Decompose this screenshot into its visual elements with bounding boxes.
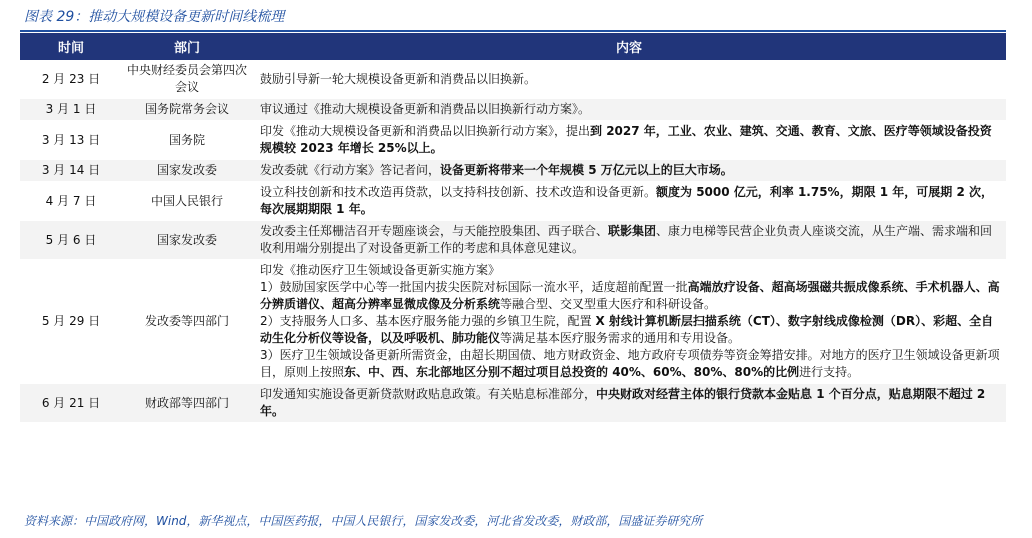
row-date: 2 月 23 日 (20, 60, 122, 99)
row-content (252, 260, 1006, 384)
content-text: 进行支持。 (799, 365, 860, 379)
caption-rule (20, 30, 1006, 32)
content-text: 印发通知实施设备更新贷款财政贴息政策。有关贴息标准部分， (260, 387, 597, 401)
row-content (252, 60, 1006, 99)
row-department: 财政部等四部门 (122, 384, 252, 423)
table-body (20, 60, 1006, 423)
source-note: 资料来源：中国政府网，Wind，新华视点，中国医药报，中国人民银行，国家发改委，河北省发改委，财政部，国盛证券研究所 (24, 514, 703, 528)
table-row (20, 60, 1006, 99)
row-date: 5 月 29 日 (20, 260, 122, 384)
table-header-row (20, 33, 1006, 60)
content-text: 审议通过《推动大规模设备更新和消费品以旧换新行动方案》。 (260, 102, 591, 116)
content-text: 1）鼓励国家医学中心等一批国内拔尖医院对标国际一流水平，适度超前配置一批 (260, 280, 688, 294)
content-emphasis: 设备更新将带来一个年规模 5 万亿元以上的巨大市场。 (440, 163, 733, 177)
content-paragraph (260, 313, 1000, 347)
row-department: 国务院 (122, 121, 252, 160)
content-emphasis: 到 2027 年，工业、农业、建筑、交通、教育、文旅、医疗等领域设备投资规模较 2023 年增长 25%以上。 (260, 124, 992, 155)
row-department: 国家发改委 (122, 160, 252, 182)
header-time: 时间 (20, 33, 122, 60)
row-content (252, 384, 1006, 423)
table-row (20, 160, 1006, 182)
row-department: 发改委等四部门 (122, 260, 252, 384)
content-paragraph (260, 262, 1000, 279)
table-row (20, 99, 1006, 121)
content-paragraph (260, 162, 1000, 179)
row-department: 国务院常务会议 (122, 99, 252, 121)
content-paragraph (260, 123, 1000, 157)
content-emphasis: 东、中、西、东北部地区分别不超过项目总投资的 40%、60%、80%、80%的比例 (344, 365, 800, 379)
content-text: 设立科技创新和技术改造再贷款，以支持科技创新、技术改造和设备更新。 (260, 185, 657, 199)
figure-caption: 图表 29：推动大规模设备更新时间线梳理 (24, 9, 285, 25)
content-text: 发改委主任郑栅洁召开专题座谈会，与天能控股集团、西子联合、 (260, 224, 609, 238)
content-text: 等满足基本医疗服务需求的通用和专用设备。 (500, 331, 741, 345)
content-text: 3）医疗卫生领域设备更新所需资金，由超长期国债、地方财政资金、地方政府专项债券等资金筹措安排。对地方的医疗卫生领域设备更新项目，原则上按照 (260, 348, 1000, 379)
row-date: 6 月 21 日 (20, 384, 122, 423)
content-paragraph (260, 71, 1000, 88)
row-date: 5 月 6 日 (20, 221, 122, 260)
row-department: 中央财经委员会第四次会议 (122, 60, 252, 99)
row-department: 中国人民银行 (122, 182, 252, 221)
table-row (20, 260, 1006, 384)
row-date: 3 月 14 日 (20, 160, 122, 182)
row-content (252, 99, 1006, 121)
content-text: 印发《推动医疗卫生领域设备更新实施方案》 (260, 263, 501, 277)
row-date: 3 月 13 日 (20, 121, 122, 160)
content-paragraph (260, 101, 1000, 118)
content-text: 、康力电梯等民营企业负责人座谈交流，从生产端、需求端和回收利用端分别提出了对设备更新工作的考虑和具体意见建议。 (260, 224, 993, 255)
table-row (20, 121, 1006, 160)
table-row (20, 221, 1006, 260)
content-text: 发改委就《行动方案》答记者问， (260, 163, 441, 177)
content-text: 鼓励引导新一轮大规模设备更新和消费品以旧换新。 (260, 71, 537, 86)
content-emphasis: 联影集团 (608, 224, 657, 238)
content-emphasis: 额度为 5000 亿元，利率 1.75%，期限 1 年，可展期 2 次，每次展期期限 1 年。 (260, 185, 993, 216)
table-row (20, 384, 1006, 423)
content-text: 2）支持服务人口多、基本医疗服务能力强的乡镇卫生院，配置 (260, 314, 596, 328)
row-department: 国家发改委 (122, 221, 252, 260)
header-content: 内容 (252, 33, 1006, 60)
row-content (252, 121, 1006, 160)
content-paragraph (260, 223, 1000, 257)
header-department: 部门 (122, 33, 252, 60)
content-text: 印发《推动大规模设备更新和消费品以旧换新行动方案》，提出 (260, 124, 591, 138)
row-content (252, 221, 1006, 260)
content-text: 等融合型、交叉型重大医疗和科研设备。 (500, 297, 717, 311)
content-paragraph (260, 386, 1000, 420)
timeline-table (20, 33, 1006, 423)
content-paragraph (260, 279, 1000, 313)
table-row (20, 182, 1006, 221)
row-content (252, 160, 1006, 182)
content-emphasis: X 射线计算机断层扫描系统（CT）、数字射线成像检测（DR）、彩超、全自动生化分析仪等设备，以及呼吸机、肺功能仪 (260, 314, 994, 345)
content-emphasis: 中央财政对经营主体的银行贷款本金贴息 1 个百分点，贴息期限不超过 2 年。 (260, 387, 986, 418)
row-content (252, 182, 1006, 221)
content-emphasis: 高端放疗设备、超高场强磁共振成像系统、手术机器人、高分辨质谱仪、超高分辨率显微成像及分析系统 (260, 280, 1000, 311)
row-date: 4 月 7 日 (20, 182, 122, 221)
content-paragraph (260, 184, 1000, 218)
row-date: 3 月 1 日 (20, 99, 122, 121)
content-paragraph (260, 347, 1000, 381)
